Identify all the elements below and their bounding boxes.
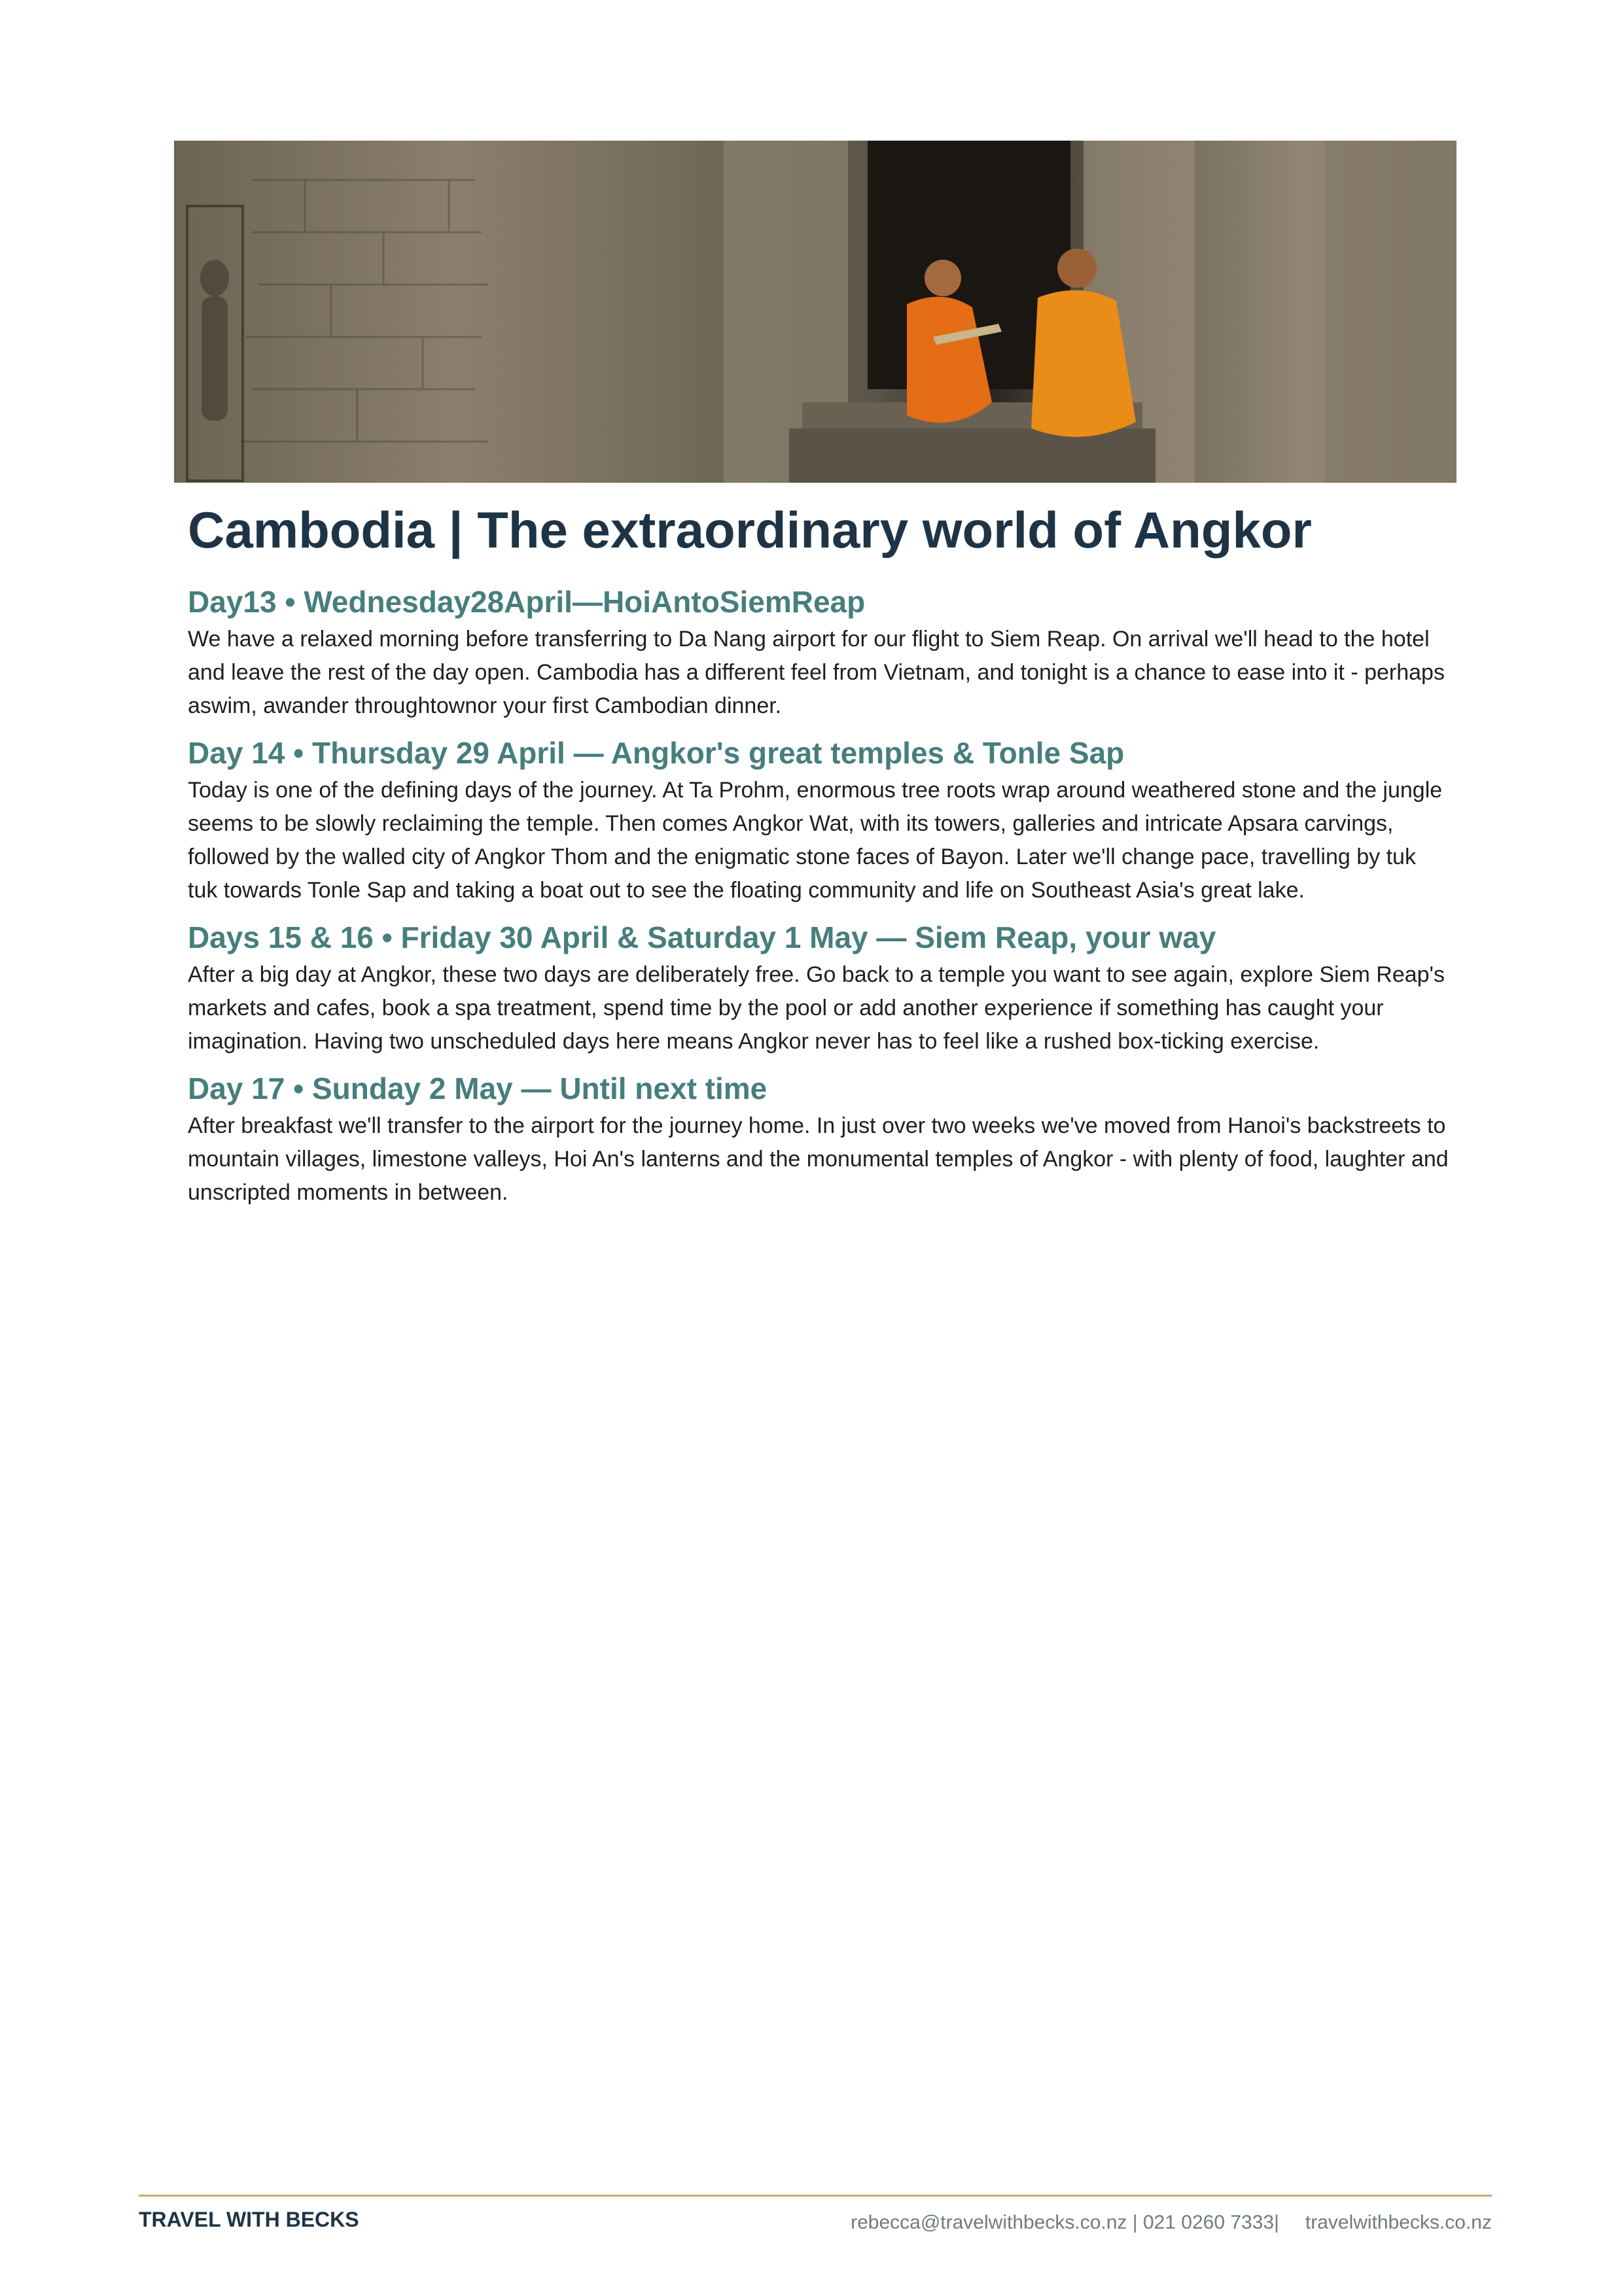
footer-divider — [139, 2195, 1492, 2197]
day-15-16-body: After a big day at Angkor, these two days are deliberately free. Go back to a temple you want to see again, explore Siem Reap's markets and cafes, book a spa treatment, spend time by the pool or add another experience if something has caught your imagination. Having two unscheduled days here means Angkor never has to feel like a rushed box-ticking exercise. — [188, 962, 1445, 1054]
day-13-heading: Day13 • Wednesday28April—HoiAntoSiemReap — [188, 585, 866, 619]
day-13-body: We have a relaxed morning before transferring to Da Nang airport for our flight to Siem Reap. On arrival we'll head to the hotel and leave the rest of the day open. Cambodia has a different feel from Vietnam, and tonight is a chance to ease into it - perhaps aswim, awander throughtownor your first Cambodian dinner. — [188, 627, 1445, 718]
footer-contact — [851, 2212, 1492, 2234]
day-14-body: Today is one of the defining days of the journey. At Ta Prohm, enormous tree roots wrap around weathered stone and the jungle seems to be slowly reclaiming the temple. Then comes Angkor Wat, with its towers, galleries and intricate Apsara carvings, followed by the walled city of Angkor Thom and the enigmatic stone faces of Bayon. Later we'll change pace, travelling by tuk tuk towards Tonle Sap and taking a boat out to see the floating community and life on Southeast Asia's great lake. — [188, 778, 1443, 903]
day-17-body: After breakfast we'll transfer to the airport for the journey home. In just over two weeks we've moved from Hanoi's backstreets to mountain villages, limestone valleys, Hoi An's lanterns and the monumental temples of Angkor - with plenty of food, laughter and unscripted moments in between. — [188, 1113, 1449, 1205]
page-title: Cambodia | The extraordinary world of Angkor — [188, 501, 1312, 559]
day-14-heading: Day 14 • Thursday 29 April — Angkor's great temples & Tonle Sap — [188, 736, 1125, 770]
footer-brand: TRAVEL WITH BECKS — [139, 2208, 359, 2231]
footer-website-link[interactable]: travelwithbecks.co.nz — [1305, 2212, 1492, 2233]
day-15-16-heading: Days 15 & 16 • Friday 30 April & Saturday 1 May — Siem Reap, your way — [188, 920, 1216, 954]
itinerary-content — [188, 497, 1451, 1209]
day-17-heading: Day 17 • Sunday 2 May — Until next time — [188, 1071, 768, 1105]
hero-photo — [174, 141, 1456, 483]
footer-contact-details: rebecca@travelwithbecks.co.nz | 021 0260 7333| — [851, 2212, 1279, 2233]
